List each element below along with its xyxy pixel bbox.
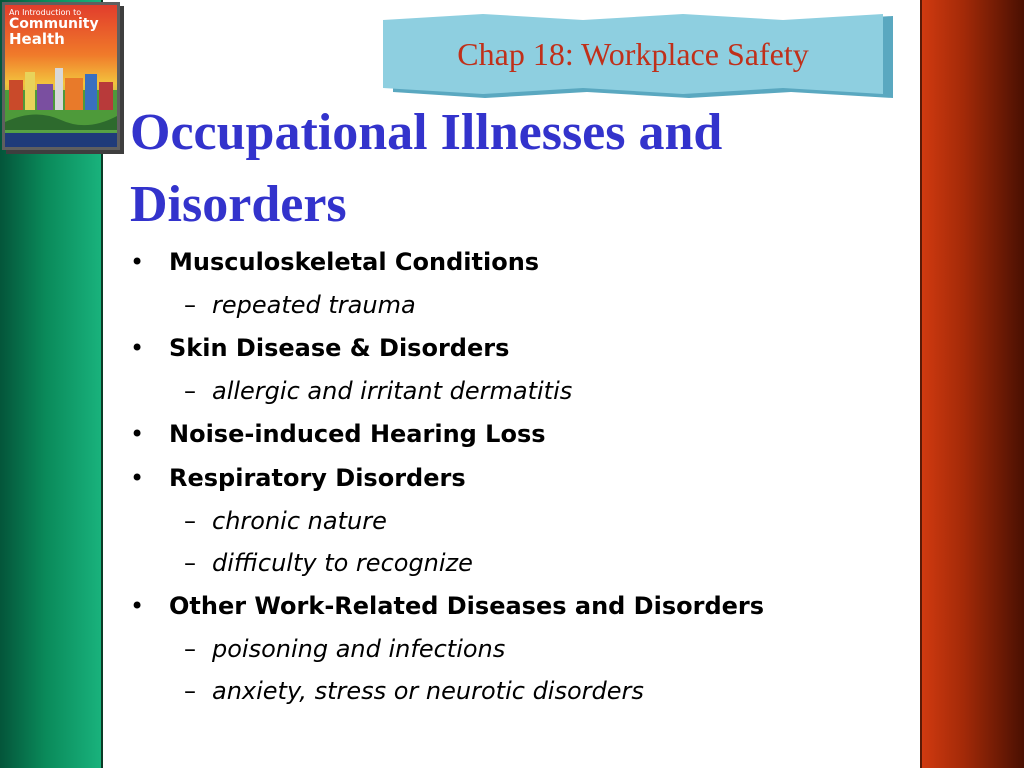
right-decorative-bar: [920, 0, 1024, 768]
bullet-item: [130, 584, 900, 628]
sub-item: [130, 542, 900, 584]
bullet-dot: •: [130, 248, 145, 276]
bullet-label: Respiratory Disorders: [169, 464, 466, 492]
book-cover-line1: An Introduction to: [9, 8, 82, 17]
book-cover-title: [9, 9, 113, 48]
bullet-label: Other Work-Related Diseases and Disorders: [169, 592, 765, 620]
bullet-dot: •: [130, 334, 145, 362]
sub-label: chronic nature: [212, 507, 387, 535]
sub-dash: –: [184, 291, 196, 319]
sub-dash: –: [184, 377, 196, 405]
banner-text: Chap 18: Workplace Safety: [457, 35, 809, 72]
bullet-item: [130, 456, 900, 500]
sub-dash: –: [184, 635, 196, 663]
bullet-item: [130, 412, 900, 456]
sub-item: [130, 370, 900, 412]
book-cover-line3: Health: [9, 30, 65, 49]
sub-dash: –: [184, 507, 196, 535]
bullet-dot: •: [130, 464, 145, 492]
sub-item: [130, 670, 900, 712]
sub-item: [130, 628, 900, 670]
chapter-banner: [383, 14, 895, 100]
sub-label: difficulty to recognize: [212, 549, 473, 577]
book-cover-line2: Community: [9, 16, 99, 33]
book-cover-city-art: [5, 60, 117, 130]
bullet-dot: •: [130, 420, 145, 448]
book-cover-author-strip: [5, 133, 117, 147]
sub-item: [130, 500, 900, 542]
sub-label: repeated trauma: [212, 291, 416, 319]
bullet-list: [130, 240, 900, 712]
sub-label: poisoning and infections: [212, 635, 506, 663]
bullet-item: [130, 240, 900, 284]
sub-item: [130, 284, 900, 326]
sub-label: allergic and irritant dermatitis: [212, 377, 573, 405]
bullet-label: Skin Disease & Disorders: [169, 334, 510, 362]
bullet-dot: •: [130, 592, 145, 620]
bullet-label: Musculoskeletal Conditions: [169, 248, 540, 276]
bullet-item: [130, 326, 900, 370]
sub-label: anxiety, stress or neurotic disorders: [212, 677, 644, 705]
sub-dash: –: [184, 677, 196, 705]
book-cover-image: [2, 2, 120, 150]
sub-dash: –: [184, 549, 196, 577]
page-title: Occupational Illnesses and Disorders: [130, 104, 723, 233]
bullet-label: Noise-induced Hearing Loss: [169, 420, 546, 448]
